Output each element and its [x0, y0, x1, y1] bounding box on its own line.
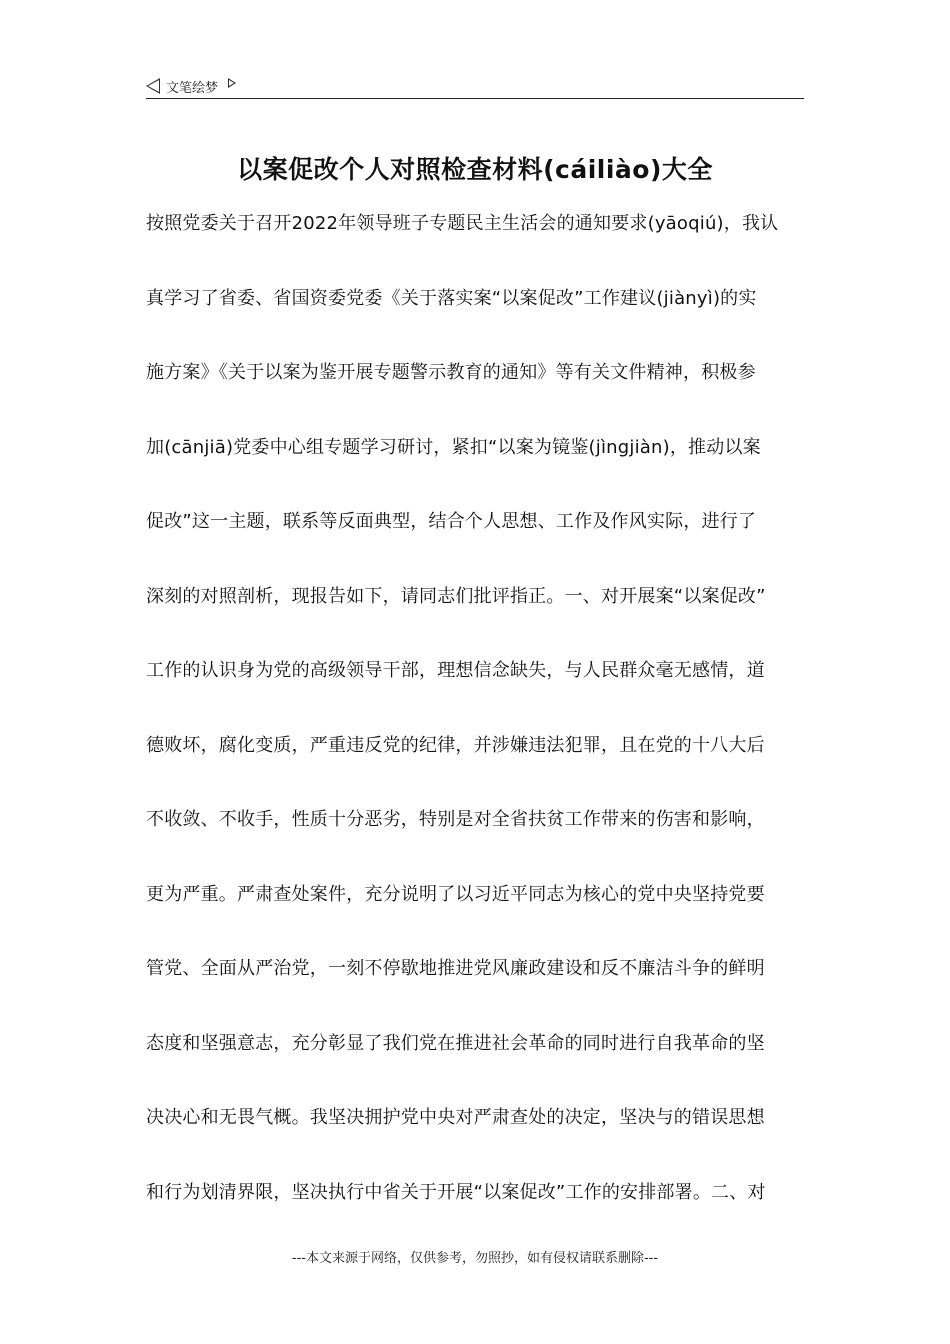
body-line: 深刻的对照剖析，现报告如下，请同志们批评指正。一、对开展案“以案促改”	[146, 585, 766, 607]
document-body	[146, 205, 806, 1248]
body-line: 更为严重。严肃查处案件，充分说明了以习近平同志为核心的党中央坚持党要	[146, 883, 765, 905]
body-line: 和行为划清界限，坚决执行中省关于开展“以案促改”工作的安排部署。二、对	[146, 1181, 766, 1203]
header-brand: 文笔绘梦	[166, 80, 219, 96]
body-line: 态度和坚强意志，充分彰显了我们党在推进社会革命的同时进行自我革命的坚	[146, 1032, 765, 1054]
body-line: 按照党委关于召开2022年领导班子专题民主生活会的通知要求(yāoqiú)，我认	[146, 213, 779, 234]
page-header	[146, 74, 804, 99]
body-line: 德败坏，腐化变质，严重违反党的纪律，并涉嫌违法犯罪，且在党的十八大后	[146, 734, 765, 756]
triangle-left-icon	[146, 78, 160, 94]
body-line: 施方案》《关于以案为鉴开展专题警示教育的通知》等有关文件精神，积极参	[146, 362, 756, 383]
page-footer: ---本文来源于网络，仅供参考，勿照抄，如有侵权请联系删除---	[291, 1251, 659, 1266]
body-line: 管党、全面从严治党，一刻不停歇地推进党风廉政建设和反不廉洁斗争的鲜明	[146, 958, 765, 979]
body-line: 不收敛、不收手，性质十分恶劣，特别是对全省扶贫工作带来的伤害和影响，	[146, 809, 765, 830]
body-line: 加(cānjiā)党委中心组专题学习研讨，紧扣“以案为镜鉴(jìngjiàn)，推动以案	[146, 436, 761, 458]
document-title: 以案促改个人对照检查材料(cáiliào)大全	[237, 155, 713, 184]
body-line: 决决心和无畏气概。我坚决拥护党中央对严肃查处的决定，坚决与的错误思想	[146, 1107, 765, 1128]
body-line: 真学习了省委、省国资委党委《关于落实案“以案促改”工作建议(jiànyì)的实	[146, 287, 757, 309]
body-line: 工作的认识身为党的高级领导干部，理想信念缺失，与人民群众毫无感情，道	[146, 660, 765, 681]
body-line: 促改”这一主题，联系等反面典型，结合个人思想、工作及作风实际，进行了	[146, 511, 757, 532]
triangle-right-icon	[228, 78, 236, 88]
